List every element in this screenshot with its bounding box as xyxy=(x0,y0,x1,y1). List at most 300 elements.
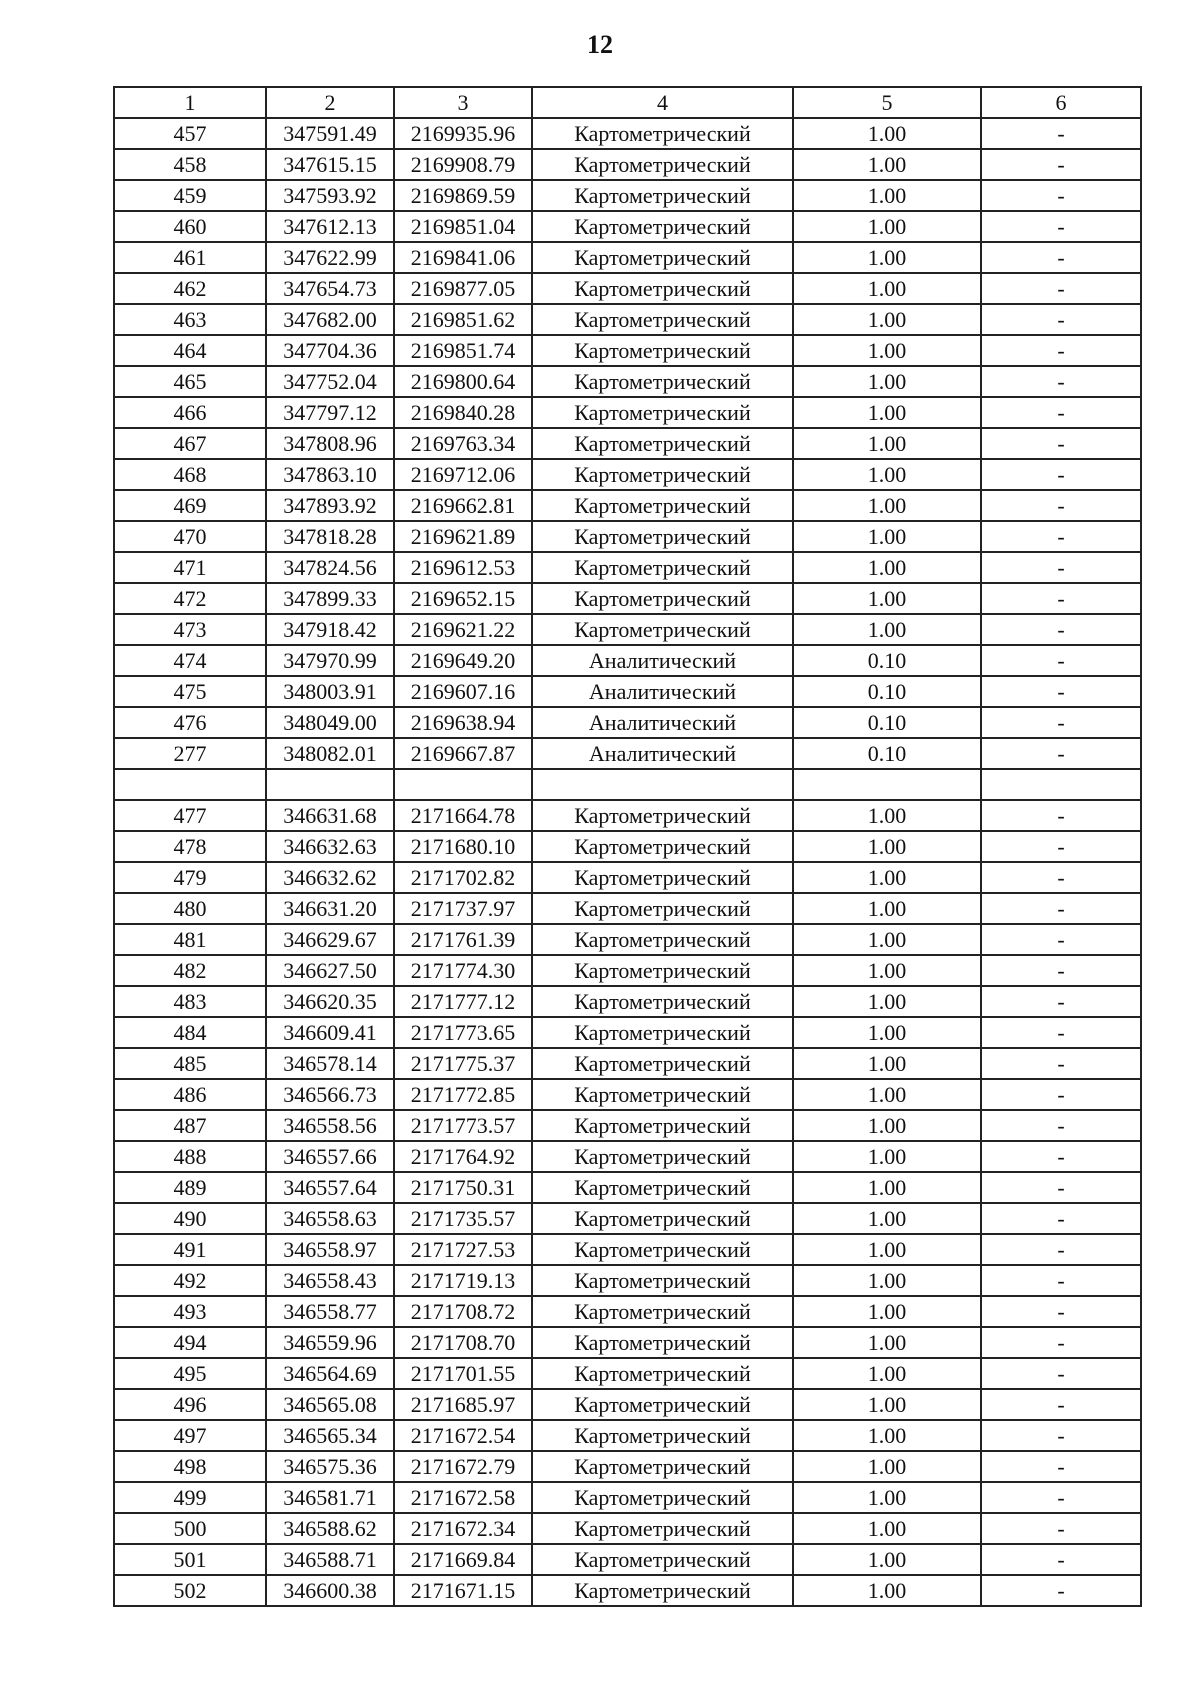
x-coordinate-cell: 346558.97 xyxy=(266,1234,394,1265)
method-cell: Картометрический xyxy=(532,862,793,893)
table-row xyxy=(114,149,1141,180)
point-number-cell: 487 xyxy=(114,1110,266,1141)
y-coordinate-cell: 2171735.57 xyxy=(394,1203,532,1234)
note-cell: - xyxy=(981,366,1141,397)
point-number-cell: 488 xyxy=(114,1141,266,1172)
column-header: 2 xyxy=(266,87,394,118)
method-cell: Картометрический xyxy=(532,1079,793,1110)
accuracy-cell: 0.10 xyxy=(793,676,981,707)
y-coordinate-cell: 2169667.87 xyxy=(394,738,532,769)
x-coordinate-cell: 346557.66 xyxy=(266,1141,394,1172)
point-number-cell: 478 xyxy=(114,831,266,862)
table-row xyxy=(114,1358,1141,1389)
method-cell: Картометрический xyxy=(532,1389,793,1420)
x-coordinate-cell: 347808.96 xyxy=(266,428,394,459)
note-cell: - xyxy=(981,1482,1141,1513)
method-cell: Картометрический xyxy=(532,211,793,242)
x-coordinate-cell: 346575.36 xyxy=(266,1451,394,1482)
y-coordinate-cell: 2169851.74 xyxy=(394,335,532,366)
y-coordinate-cell: 2171672.54 xyxy=(394,1420,532,1451)
method-cell: Картометрический xyxy=(532,1544,793,1575)
point-number-cell: 466 xyxy=(114,397,266,428)
table-row xyxy=(114,924,1141,955)
x-coordinate-cell: 347612.13 xyxy=(266,211,394,242)
accuracy-cell: 1.00 xyxy=(793,149,981,180)
x-coordinate-cell: 347918.42 xyxy=(266,614,394,645)
table-row xyxy=(114,1203,1141,1234)
y-coordinate-cell: 2171774.30 xyxy=(394,955,532,986)
y-coordinate-cell: 2171750.31 xyxy=(394,1172,532,1203)
note-cell: - xyxy=(981,831,1141,862)
point-number-cell: 479 xyxy=(114,862,266,893)
x-coordinate-cell: 346632.63 xyxy=(266,831,394,862)
accuracy-cell: 1.00 xyxy=(793,583,981,614)
accuracy-cell: 1.00 xyxy=(793,1389,981,1420)
accuracy-cell: 1.00 xyxy=(793,397,981,428)
table-row xyxy=(114,1513,1141,1544)
method-cell: Картометрический xyxy=(532,490,793,521)
accuracy-cell: 1.00 xyxy=(793,118,981,149)
x-coordinate-cell: 346558.56 xyxy=(266,1110,394,1141)
note-cell: - xyxy=(981,1358,1141,1389)
note-cell: - xyxy=(981,1079,1141,1110)
accuracy-cell: 1.00 xyxy=(793,242,981,273)
accuracy-cell: 1.00 xyxy=(793,862,981,893)
method-cell xyxy=(532,769,793,800)
note-cell: - xyxy=(981,955,1141,986)
method-cell: Картометрический xyxy=(532,1203,793,1234)
method-cell: Аналитический xyxy=(532,707,793,738)
x-coordinate-cell: 347893.92 xyxy=(266,490,394,521)
accuracy-cell: 0.10 xyxy=(793,738,981,769)
accuracy-cell: 1.00 xyxy=(793,986,981,1017)
table-row xyxy=(114,738,1141,769)
method-cell: Картометрический xyxy=(532,397,793,428)
point-number-cell: 482 xyxy=(114,955,266,986)
note-cell: - xyxy=(981,924,1141,955)
accuracy-cell: 1.00 xyxy=(793,614,981,645)
method-cell: Картометрический xyxy=(532,1482,793,1513)
accuracy-cell: 1.00 xyxy=(793,1110,981,1141)
note-cell: - xyxy=(981,397,1141,428)
point-number-cell: 496 xyxy=(114,1389,266,1420)
note-cell: - xyxy=(981,211,1141,242)
note-cell: - xyxy=(981,273,1141,304)
point-number-cell: 474 xyxy=(114,645,266,676)
note-cell: - xyxy=(981,1389,1141,1420)
table-row xyxy=(114,645,1141,676)
accuracy-cell: 1.00 xyxy=(793,490,981,521)
x-coordinate-cell: 346631.20 xyxy=(266,893,394,924)
column-header: 6 xyxy=(981,87,1141,118)
accuracy-cell: 1.00 xyxy=(793,1482,981,1513)
point-number-cell: 464 xyxy=(114,335,266,366)
table-row xyxy=(114,800,1141,831)
point-number-cell: 465 xyxy=(114,366,266,397)
point-number-cell: 500 xyxy=(114,1513,266,1544)
accuracy-cell: 1.00 xyxy=(793,893,981,924)
note-cell: - xyxy=(981,335,1141,366)
note-cell: - xyxy=(981,1296,1141,1327)
x-coordinate-cell: 347863.10 xyxy=(266,459,394,490)
table-row xyxy=(114,1575,1141,1606)
table-row xyxy=(114,614,1141,645)
note-cell: - xyxy=(981,1575,1141,1606)
x-coordinate-cell: 348082.01 xyxy=(266,738,394,769)
point-number-cell: 499 xyxy=(114,1482,266,1513)
y-coordinate-cell: 2171737.97 xyxy=(394,893,532,924)
method-cell: Картометрический xyxy=(532,800,793,831)
method-cell: Картометрический xyxy=(532,366,793,397)
accuracy-cell xyxy=(793,769,981,800)
point-number-cell: 458 xyxy=(114,149,266,180)
note-cell: - xyxy=(981,614,1141,645)
x-coordinate-cell xyxy=(266,769,394,800)
note-cell: - xyxy=(981,304,1141,335)
y-coordinate-cell: 2171773.57 xyxy=(394,1110,532,1141)
table-row xyxy=(114,1110,1141,1141)
table-row xyxy=(114,490,1141,521)
x-coordinate-cell: 346588.71 xyxy=(266,1544,394,1575)
table-row xyxy=(114,769,1141,800)
method-cell: Картометрический xyxy=(532,521,793,552)
point-number-cell: 494 xyxy=(114,1327,266,1358)
method-cell: Аналитический xyxy=(532,645,793,676)
accuracy-cell: 1.00 xyxy=(793,1141,981,1172)
accuracy-cell: 1.00 xyxy=(793,924,981,955)
point-number-cell: 459 xyxy=(114,180,266,211)
point-number-cell: 501 xyxy=(114,1544,266,1575)
y-coordinate-cell: 2171777.12 xyxy=(394,986,532,1017)
x-coordinate-cell: 346564.69 xyxy=(266,1358,394,1389)
table-row xyxy=(114,1544,1141,1575)
table-row xyxy=(114,242,1141,273)
note-cell: - xyxy=(981,676,1141,707)
note-cell: - xyxy=(981,459,1141,490)
x-coordinate-cell: 347682.00 xyxy=(266,304,394,335)
x-coordinate-cell: 348049.00 xyxy=(266,707,394,738)
note-cell: - xyxy=(981,1451,1141,1482)
method-cell: Картометрический xyxy=(532,986,793,1017)
y-coordinate-cell: 2169840.28 xyxy=(394,397,532,428)
note-cell: - xyxy=(981,242,1141,273)
y-coordinate-cell: 2171727.53 xyxy=(394,1234,532,1265)
table-row xyxy=(114,428,1141,459)
x-coordinate-cell: 346631.68 xyxy=(266,800,394,831)
method-cell: Картометрический xyxy=(532,1265,793,1296)
table-row xyxy=(114,273,1141,304)
method-cell: Картометрический xyxy=(532,118,793,149)
method-cell: Аналитический xyxy=(532,676,793,707)
method-cell: Картометрический xyxy=(532,1048,793,1079)
table-row xyxy=(114,707,1141,738)
method-cell: Картометрический xyxy=(532,1420,793,1451)
accuracy-cell: 1.00 xyxy=(793,1544,981,1575)
column-header: 5 xyxy=(793,87,981,118)
point-number-cell: 495 xyxy=(114,1358,266,1389)
note-cell: - xyxy=(981,1048,1141,1079)
accuracy-cell: 1.00 xyxy=(793,1513,981,1544)
y-coordinate-cell: 2169908.79 xyxy=(394,149,532,180)
x-coordinate-cell: 346632.62 xyxy=(266,862,394,893)
point-number-cell: 480 xyxy=(114,893,266,924)
x-coordinate-cell: 347970.99 xyxy=(266,645,394,676)
y-coordinate-cell: 2171672.79 xyxy=(394,1451,532,1482)
y-coordinate-cell: 2171685.97 xyxy=(394,1389,532,1420)
y-coordinate-cell: 2169652.15 xyxy=(394,583,532,614)
x-coordinate-cell: 347704.36 xyxy=(266,335,394,366)
accuracy-cell: 1.00 xyxy=(793,1203,981,1234)
x-coordinate-cell: 346620.35 xyxy=(266,986,394,1017)
y-coordinate-cell: 2169712.06 xyxy=(394,459,532,490)
y-coordinate-cell: 2169877.05 xyxy=(394,273,532,304)
point-number-cell: 461 xyxy=(114,242,266,273)
accuracy-cell: 1.00 xyxy=(793,366,981,397)
table-row xyxy=(114,211,1141,242)
table-row xyxy=(114,893,1141,924)
x-coordinate-cell: 347615.15 xyxy=(266,149,394,180)
note-cell: - xyxy=(981,1172,1141,1203)
y-coordinate-cell: 2171702.82 xyxy=(394,862,532,893)
note-cell: - xyxy=(981,1327,1141,1358)
method-cell: Картометрический xyxy=(532,1296,793,1327)
method-cell: Картометрический xyxy=(532,1110,793,1141)
note-cell: - xyxy=(981,893,1141,924)
x-coordinate-cell: 346558.63 xyxy=(266,1203,394,1234)
note-cell: - xyxy=(981,490,1141,521)
x-coordinate-cell: 347654.73 xyxy=(266,273,394,304)
point-number-cell: 497 xyxy=(114,1420,266,1451)
note-cell: - xyxy=(981,1544,1141,1575)
accuracy-cell: 1.00 xyxy=(793,335,981,366)
method-cell: Картометрический xyxy=(532,955,793,986)
point-number-cell: 472 xyxy=(114,583,266,614)
point-number-cell: 467 xyxy=(114,428,266,459)
point-number-cell: 469 xyxy=(114,490,266,521)
point-number-cell: 476 xyxy=(114,707,266,738)
note-cell: - xyxy=(981,149,1141,180)
accuracy-cell: 1.00 xyxy=(793,1296,981,1327)
y-coordinate-cell xyxy=(394,769,532,800)
accuracy-cell: 1.00 xyxy=(793,428,981,459)
accuracy-cell: 1.00 xyxy=(793,1017,981,1048)
x-coordinate-cell: 346566.73 xyxy=(266,1079,394,1110)
table-row xyxy=(114,1141,1141,1172)
table-row xyxy=(114,986,1141,1017)
method-cell: Аналитический xyxy=(532,738,793,769)
table-row xyxy=(114,304,1141,335)
point-number-cell: 486 xyxy=(114,1079,266,1110)
point-number-cell: 460 xyxy=(114,211,266,242)
y-coordinate-cell: 2169935.96 xyxy=(394,118,532,149)
method-cell: Картометрический xyxy=(532,242,793,273)
y-coordinate-cell: 2171773.65 xyxy=(394,1017,532,1048)
x-coordinate-cell: 346578.14 xyxy=(266,1048,394,1079)
y-coordinate-cell: 2169869.59 xyxy=(394,180,532,211)
column-header: 4 xyxy=(532,87,793,118)
table-row xyxy=(114,831,1141,862)
point-number-cell: 498 xyxy=(114,1451,266,1482)
coordinates-table xyxy=(113,86,1142,1607)
table-row xyxy=(114,366,1141,397)
method-cell: Картометрический xyxy=(532,1234,793,1265)
accuracy-cell: 0.10 xyxy=(793,707,981,738)
x-coordinate-cell: 347593.92 xyxy=(266,180,394,211)
note-cell: - xyxy=(981,1017,1141,1048)
x-coordinate-cell: 347797.12 xyxy=(266,397,394,428)
note-cell: - xyxy=(981,583,1141,614)
y-coordinate-cell: 2171701.55 xyxy=(394,1358,532,1389)
accuracy-cell: 1.00 xyxy=(793,955,981,986)
point-number-cell: 491 xyxy=(114,1234,266,1265)
table-row xyxy=(114,521,1141,552)
accuracy-cell: 1.00 xyxy=(793,1358,981,1389)
point-number-cell: 485 xyxy=(114,1048,266,1079)
point-number-cell: 489 xyxy=(114,1172,266,1203)
point-number-cell: 481 xyxy=(114,924,266,955)
table-row xyxy=(114,1079,1141,1110)
y-coordinate-cell: 2171680.10 xyxy=(394,831,532,862)
x-coordinate-cell: 346609.41 xyxy=(266,1017,394,1048)
y-coordinate-cell: 2171671.15 xyxy=(394,1575,532,1606)
method-cell: Картометрический xyxy=(532,1141,793,1172)
accuracy-cell: 1.00 xyxy=(793,1079,981,1110)
y-coordinate-cell: 2169621.22 xyxy=(394,614,532,645)
y-coordinate-cell: 2169649.20 xyxy=(394,645,532,676)
table-row xyxy=(114,335,1141,366)
point-number-cell: 462 xyxy=(114,273,266,304)
x-coordinate-cell: 347591.49 xyxy=(266,118,394,149)
y-coordinate-cell: 2169851.62 xyxy=(394,304,532,335)
table-body xyxy=(114,118,1141,1606)
accuracy-cell: 1.00 xyxy=(793,459,981,490)
accuracy-cell: 1.00 xyxy=(793,1234,981,1265)
accuracy-cell: 1.00 xyxy=(793,1048,981,1079)
table-row xyxy=(114,955,1141,986)
x-coordinate-cell: 346627.50 xyxy=(266,955,394,986)
table-row xyxy=(114,1265,1141,1296)
x-coordinate-cell: 346600.38 xyxy=(266,1575,394,1606)
note-cell: - xyxy=(981,1141,1141,1172)
point-number-cell: 483 xyxy=(114,986,266,1017)
note-cell: - xyxy=(981,1203,1141,1234)
accuracy-cell: 1.00 xyxy=(793,521,981,552)
y-coordinate-cell: 2169638.94 xyxy=(394,707,532,738)
y-coordinate-cell: 2171764.92 xyxy=(394,1141,532,1172)
x-coordinate-cell: 346557.64 xyxy=(266,1172,394,1203)
x-coordinate-cell: 346581.71 xyxy=(266,1482,394,1513)
table-row xyxy=(114,1482,1141,1513)
table-row xyxy=(114,1234,1141,1265)
method-cell: Картометрический xyxy=(532,1575,793,1606)
table-row xyxy=(114,1451,1141,1482)
x-coordinate-cell: 348003.91 xyxy=(266,676,394,707)
y-coordinate-cell: 2171664.78 xyxy=(394,800,532,831)
accuracy-cell: 1.00 xyxy=(793,1172,981,1203)
point-number-cell: 468 xyxy=(114,459,266,490)
method-cell: Картометрический xyxy=(532,1451,793,1482)
column-header: 3 xyxy=(394,87,532,118)
x-coordinate-cell: 346588.62 xyxy=(266,1513,394,1544)
method-cell: Картометрический xyxy=(532,831,793,862)
y-coordinate-cell: 2171708.70 xyxy=(394,1327,532,1358)
table-header-row xyxy=(114,87,1141,118)
note-cell: - xyxy=(981,738,1141,769)
accuracy-cell: 1.00 xyxy=(793,1327,981,1358)
point-number-cell xyxy=(114,769,266,800)
y-coordinate-cell: 2171772.85 xyxy=(394,1079,532,1110)
note-cell: - xyxy=(981,645,1141,676)
table-row xyxy=(114,1296,1141,1327)
point-number-cell: 477 xyxy=(114,800,266,831)
x-coordinate-cell: 347899.33 xyxy=(266,583,394,614)
method-cell: Картометрический xyxy=(532,1358,793,1389)
point-number-cell: 470 xyxy=(114,521,266,552)
table-row xyxy=(114,552,1141,583)
note-cell: - xyxy=(981,800,1141,831)
table-row xyxy=(114,118,1141,149)
y-coordinate-cell: 2171672.58 xyxy=(394,1482,532,1513)
table-row xyxy=(114,1017,1141,1048)
y-coordinate-cell: 2171719.13 xyxy=(394,1265,532,1296)
table-row xyxy=(114,862,1141,893)
x-coordinate-cell: 347824.56 xyxy=(266,552,394,583)
accuracy-cell: 1.00 xyxy=(793,1265,981,1296)
point-number-cell: 475 xyxy=(114,676,266,707)
table-row xyxy=(114,1389,1141,1420)
point-number-cell: 277 xyxy=(114,738,266,769)
method-cell: Картометрический xyxy=(532,1327,793,1358)
note-cell: - xyxy=(981,1420,1141,1451)
y-coordinate-cell: 2171708.72 xyxy=(394,1296,532,1327)
method-cell: Картометрический xyxy=(532,583,793,614)
table-row xyxy=(114,1172,1141,1203)
note-cell: - xyxy=(981,1265,1141,1296)
x-coordinate-cell: 347752.04 xyxy=(266,366,394,397)
method-cell: Картометрический xyxy=(532,273,793,304)
method-cell: Картометрический xyxy=(532,552,793,583)
y-coordinate-cell: 2169607.16 xyxy=(394,676,532,707)
page-number: 12 xyxy=(587,30,613,59)
accuracy-cell: 1.00 xyxy=(793,1575,981,1606)
table-row xyxy=(114,180,1141,211)
point-number-cell: 502 xyxy=(114,1575,266,1606)
table-row xyxy=(114,1048,1141,1079)
table-row xyxy=(114,1327,1141,1358)
note-cell: - xyxy=(981,521,1141,552)
method-cell: Картометрический xyxy=(532,1017,793,1048)
x-coordinate-cell: 346565.08 xyxy=(266,1389,394,1420)
x-coordinate-cell: 346565.34 xyxy=(266,1420,394,1451)
method-cell: Картометрический xyxy=(532,614,793,645)
method-cell: Картометрический xyxy=(532,1513,793,1544)
y-coordinate-cell: 2169662.81 xyxy=(394,490,532,521)
y-coordinate-cell: 2169612.53 xyxy=(394,552,532,583)
x-coordinate-cell: 347818.28 xyxy=(266,521,394,552)
table-row xyxy=(114,459,1141,490)
y-coordinate-cell: 2169800.64 xyxy=(394,366,532,397)
table-row xyxy=(114,583,1141,614)
point-number-cell: 490 xyxy=(114,1203,266,1234)
accuracy-cell: 1.00 xyxy=(793,211,981,242)
y-coordinate-cell: 2171672.34 xyxy=(394,1513,532,1544)
y-coordinate-cell: 2169841.06 xyxy=(394,242,532,273)
y-coordinate-cell: 2169851.04 xyxy=(394,211,532,242)
y-coordinate-cell: 2169763.34 xyxy=(394,428,532,459)
note-cell: - xyxy=(981,1513,1141,1544)
method-cell: Картометрический xyxy=(532,1172,793,1203)
note-cell: - xyxy=(981,552,1141,583)
